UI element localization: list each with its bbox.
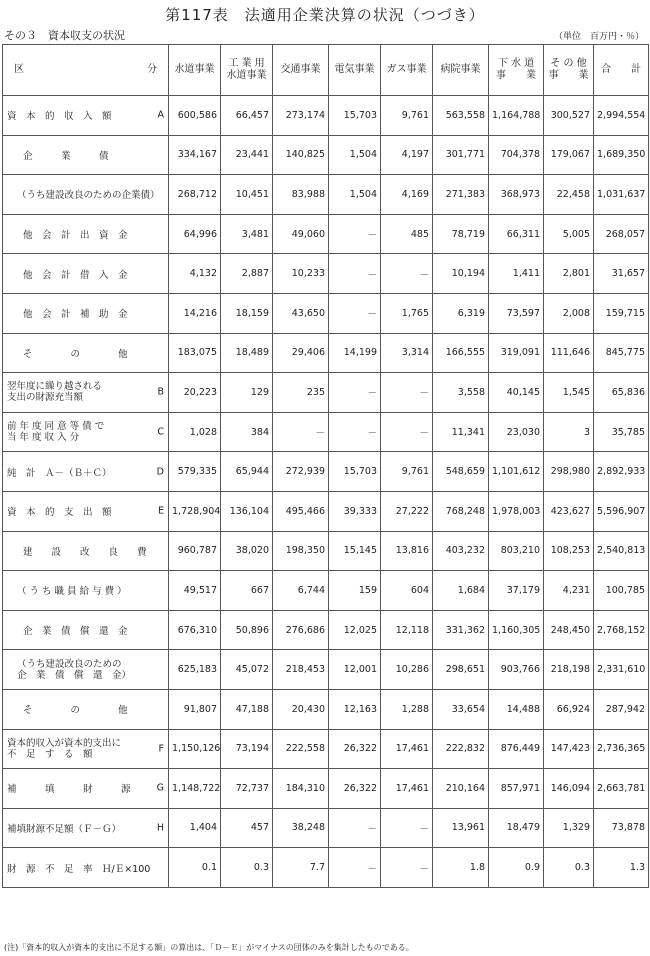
row-label: [3, 531, 169, 571]
table-row: [3, 135, 649, 175]
table-cell: 2,008: [544, 293, 594, 333]
table-cell: 235: [273, 373, 329, 413]
table-cell: 20,430: [273, 689, 329, 729]
row-label: [3, 650, 169, 690]
row-label-text: 翌年度に繰り越される 支出の財源充当額: [7, 381, 103, 404]
capital-balance-table: [2, 44, 649, 888]
table-cell: 108,253: [544, 531, 594, 571]
table-cell: 72,737: [221, 769, 273, 809]
table-cell: 26,322: [329, 769, 381, 809]
table-cell: －: [329, 848, 381, 888]
table-cell: 271,383: [433, 175, 489, 215]
header-column: そ の 他 事 業: [544, 45, 594, 96]
table-cell: 17,461: [381, 729, 433, 769]
row-code: B: [157, 386, 164, 398]
table-cell: 2,994,554: [594, 96, 649, 136]
table-cell: 457: [221, 808, 273, 848]
table-cell: 13,816: [381, 531, 433, 571]
table-cell: 903,766: [489, 650, 544, 690]
table-cell: 10,194: [433, 254, 489, 294]
row-label: [3, 769, 169, 809]
header-column: 工 業 用 水道事業: [221, 45, 273, 96]
row-label: [3, 729, 169, 769]
section-subtitle: その３ 資本収支の状況: [4, 29, 125, 42]
row-label-text: （うち建設改良のための 企 業 債 償 還 金）: [17, 658, 132, 681]
table-cell: 1,504: [329, 175, 381, 215]
table-row: [3, 491, 649, 531]
table-cell: 218,198: [544, 650, 594, 690]
table-cell: 579,335: [169, 452, 221, 492]
table-cell: 1,148,722: [169, 769, 221, 809]
table-cell: －: [329, 254, 381, 294]
row-label-text: 前 年 度 同 意 等 債 で 当 年 度 収 入 分: [7, 421, 105, 444]
table-cell: 129: [221, 373, 273, 413]
table-row: [3, 808, 649, 848]
table-cell: 40,145: [489, 373, 544, 413]
row-label: [3, 808, 169, 848]
table-cell: 0.3: [221, 848, 273, 888]
table-cell: 1,728,904: [169, 491, 221, 531]
table-cell: 26,322: [329, 729, 381, 769]
row-label-text: 他 会 計 出 資 金: [23, 230, 128, 242]
table-cell: 20,223: [169, 373, 221, 413]
table-cell: －: [273, 412, 329, 452]
table-cell: 7.7: [273, 848, 329, 888]
table-cell: 845,775: [594, 333, 649, 373]
table-cell: 45,072: [221, 650, 273, 690]
table-cell: 0.3: [544, 848, 594, 888]
table-cell: 3: [544, 412, 594, 452]
table-cell: 15,703: [329, 96, 381, 136]
row-code: E: [157, 505, 164, 517]
table-cell: 287,942: [594, 689, 649, 729]
table-cell: 22,458: [544, 175, 594, 215]
table-cell: 548,659: [433, 452, 489, 492]
header-category: [3, 45, 169, 96]
row-label-text: （うち建設改良のための企業債）: [17, 190, 160, 202]
table-cell: 35,785: [594, 412, 649, 452]
table-cell: 111,646: [544, 333, 594, 373]
table-cell: 18,159: [221, 293, 273, 333]
table-cell: 9,761: [381, 452, 433, 492]
table-cell: 14,488: [489, 689, 544, 729]
table-cell: 0.1: [169, 848, 221, 888]
table-cell: 147,423: [544, 729, 594, 769]
table-cell: 319,091: [489, 333, 544, 373]
table-cell: 159,715: [594, 293, 649, 333]
table-cell: 368,973: [489, 175, 544, 215]
row-label-text: 財 源 不 足 率 Ｈ/Ｅ×100: [7, 863, 151, 875]
table-cell: 4,197: [381, 135, 433, 175]
table-cell: 6,744: [273, 571, 329, 611]
table-cell: 248,450: [544, 610, 594, 650]
row-label: [3, 848, 169, 888]
unit-label: （単位 百万円・％）: [553, 32, 644, 42]
table-cell: 1,404: [169, 808, 221, 848]
table-cell: －: [329, 373, 381, 413]
row-code: A: [157, 109, 164, 121]
footnote: (注)「資本的収入が資本的支出に不足する額」の算出は、「Ｄ－Ｅ」がマイナスの団体のみを集計したものである。: [4, 943, 414, 952]
table-cell: 66,924: [544, 689, 594, 729]
row-label: [3, 571, 169, 611]
row-label-text: （ う ち 職 員 給 与 費 ）: [17, 586, 127, 598]
table-cell: 1.3: [594, 848, 649, 888]
row-label: [3, 373, 169, 413]
table-cell: －: [381, 373, 433, 413]
table-header-row: [3, 45, 649, 96]
table-cell: 2,801: [544, 254, 594, 294]
table-cell: 563,558: [433, 96, 489, 136]
table-cell: 13,961: [433, 808, 489, 848]
table-cell: －: [329, 293, 381, 333]
table-cell: 5,596,907: [594, 491, 649, 531]
table-cell: 1,978,003: [489, 491, 544, 531]
table-row: [3, 96, 649, 136]
table-cell: 15,703: [329, 452, 381, 492]
table-cell: 604: [381, 571, 433, 611]
table-cell: 1,101,612: [489, 452, 544, 492]
table-cell: 1,160,305: [489, 610, 544, 650]
table-cell: 12,025: [329, 610, 381, 650]
table-cell: 876,449: [489, 729, 544, 769]
row-code: C: [157, 426, 164, 438]
table-cell: 334,167: [169, 135, 221, 175]
table-cell: 298,980: [544, 452, 594, 492]
table-cell: 9,761: [381, 96, 433, 136]
table-cell: 39,333: [329, 491, 381, 531]
table-cell: 273,174: [273, 96, 329, 136]
table-cell: －: [381, 254, 433, 294]
row-label: [3, 96, 169, 136]
table-cell: 65,836: [594, 373, 649, 413]
row-label: [3, 452, 169, 492]
table-row: [3, 452, 649, 492]
table-cell: 3,481: [221, 214, 273, 254]
table-cell: 2,663,781: [594, 769, 649, 809]
table-cell: 11,341: [433, 412, 489, 452]
table-cell: 65,944: [221, 452, 273, 492]
table-cell: 100,785: [594, 571, 649, 611]
table-row: [3, 689, 649, 729]
header-column: 合 計: [594, 45, 649, 96]
table-cell: 78,719: [433, 214, 489, 254]
table-cell: 1,504: [329, 135, 381, 175]
table-cell: 298,651: [433, 650, 489, 690]
table-cell: 6,319: [433, 293, 489, 333]
table-cell: 146,094: [544, 769, 594, 809]
table-cell: 183,075: [169, 333, 221, 373]
table-cell: 15,145: [329, 531, 381, 571]
row-label: [3, 412, 169, 452]
table-cell: 4,231: [544, 571, 594, 611]
table-cell: 49,517: [169, 571, 221, 611]
table-cell: 73,194: [221, 729, 273, 769]
table-cell: 47,188: [221, 689, 273, 729]
table-cell: 10,451: [221, 175, 273, 215]
table-cell: 12,118: [381, 610, 433, 650]
table-cell: 625,183: [169, 650, 221, 690]
table-cell: 23,030: [489, 412, 544, 452]
table-cell: 485: [381, 214, 433, 254]
table-row: [3, 571, 649, 611]
table-cell: 14,199: [329, 333, 381, 373]
table-cell: 276,686: [273, 610, 329, 650]
row-label: [3, 610, 169, 650]
header-category-right: 分: [147, 64, 157, 75]
table-cell: 384: [221, 412, 273, 452]
table-cell: 73,597: [489, 293, 544, 333]
table-cell: 43,650: [273, 293, 329, 333]
table-cell: 2,887: [221, 254, 273, 294]
table-cell: 1,689,350: [594, 135, 649, 175]
table-row: [3, 214, 649, 254]
table-cell: 300,527: [544, 96, 594, 136]
table-cell: 960,787: [169, 531, 221, 571]
table-cell: 210,164: [433, 769, 489, 809]
table-cell: 12,163: [329, 689, 381, 729]
table-cell: 91,807: [169, 689, 221, 729]
table-cell: 50,896: [221, 610, 273, 650]
table-row: [3, 412, 649, 452]
table-cell: 3,314: [381, 333, 433, 373]
table-cell: 4,169: [381, 175, 433, 215]
table-cell: －: [329, 412, 381, 452]
table-cell: 1,288: [381, 689, 433, 729]
table-cell: 2,736,365: [594, 729, 649, 769]
table-cell: 1,031,637: [594, 175, 649, 215]
row-code: D: [156, 466, 164, 478]
table-cell: 198,350: [273, 531, 329, 571]
table-row: [3, 531, 649, 571]
table-row: [3, 254, 649, 294]
row-label-text: 資 本 的 支 出 額: [7, 507, 112, 519]
table-cell: 18,489: [221, 333, 273, 373]
table-cell: 331,362: [433, 610, 489, 650]
table-cell: 83,988: [273, 175, 329, 215]
header-category-left: 区: [14, 64, 24, 75]
table-cell: 222,832: [433, 729, 489, 769]
header-column: 水道事業: [169, 45, 221, 96]
table-cell: 272,939: [273, 452, 329, 492]
row-code: G: [156, 782, 164, 794]
row-label-text: 補填財源不足額（Ｆ－Ｇ）: [7, 823, 122, 835]
table-cell: 1,545: [544, 373, 594, 413]
row-label-text: 補 填 財 源: [7, 784, 131, 796]
row-label: [3, 135, 169, 175]
table-cell: 38,020: [221, 531, 273, 571]
row-label-text: 建 設 改 良 費: [23, 546, 147, 558]
table-cell: 1,028: [169, 412, 221, 452]
table-cell: 29,406: [273, 333, 329, 373]
header-column: 下 水 道 事 業: [489, 45, 544, 96]
table-cell: 803,210: [489, 531, 544, 571]
table-cell: 600,586: [169, 96, 221, 136]
table-cell: 2,331,610: [594, 650, 649, 690]
table-cell: 1,164,788: [489, 96, 544, 136]
table-cell: 1,684: [433, 571, 489, 611]
row-label-text: 他 会 計 補 助 金: [23, 309, 128, 321]
table-cell: 140,825: [273, 135, 329, 175]
row-label: [3, 689, 169, 729]
table-cell: 5,005: [544, 214, 594, 254]
table-cell: 301,771: [433, 135, 489, 175]
table-cell: 218,453: [273, 650, 329, 690]
header-column: 電気事業: [329, 45, 381, 96]
table-row: [3, 293, 649, 333]
table-cell: 2,540,813: [594, 531, 649, 571]
table-cell: 1,329: [544, 808, 594, 848]
row-label-text: 企 業 債 償 還 金: [23, 626, 128, 638]
table-cell: 49,060: [273, 214, 329, 254]
table-cell: 2,768,152: [594, 610, 649, 650]
header-column: 病院事業: [433, 45, 489, 96]
table-cell: －: [381, 808, 433, 848]
table-row: [3, 373, 649, 413]
table-cell: 31,657: [594, 254, 649, 294]
table-cell: 38,248: [273, 808, 329, 848]
table-cell: 66,457: [221, 96, 273, 136]
table-cell: 1,411: [489, 254, 544, 294]
table-cell: 676,310: [169, 610, 221, 650]
table-cell: 423,627: [544, 491, 594, 531]
table-cell: 37,179: [489, 571, 544, 611]
row-label: [3, 214, 169, 254]
table-cell: 667: [221, 571, 273, 611]
table-row: [3, 848, 649, 888]
page-title: 第117表 法適用企業決算の状況（つづき）: [165, 6, 485, 24]
table-cell: 268,057: [594, 214, 649, 254]
row-label-text: 資 本 的 収 入 額: [7, 111, 112, 123]
row-label: [3, 175, 169, 215]
row-label-text: 企 業 債: [23, 150, 109, 162]
table-cell: 23,441: [221, 135, 273, 175]
table-cell: 0.9: [489, 848, 544, 888]
table-cell: －: [329, 808, 381, 848]
table-cell: 704,378: [489, 135, 544, 175]
row-label-text: 純 計 Ａ－（Ｂ＋Ｃ）: [7, 467, 112, 479]
table-cell: 495,466: [273, 491, 329, 531]
table-cell: 18,479: [489, 808, 544, 848]
table-cell: 1,765: [381, 293, 433, 333]
table-cell: 17,461: [381, 769, 433, 809]
table-row: [3, 175, 649, 215]
table-cell: 2,892,933: [594, 452, 649, 492]
table-row: [3, 650, 649, 690]
table-cell: 159: [329, 571, 381, 611]
row-code: H: [156, 822, 164, 834]
table-cell: 73,878: [594, 808, 649, 848]
table-cell: 27,222: [381, 491, 433, 531]
table-cell: 184,310: [273, 769, 329, 809]
table-row: [3, 610, 649, 650]
table-cell: －: [329, 214, 381, 254]
row-code: F: [158, 743, 164, 755]
table-cell: 14,216: [169, 293, 221, 333]
row-label: [3, 293, 169, 333]
row-label-text: そ の 他: [23, 348, 128, 360]
table-cell: 1.8: [433, 848, 489, 888]
table-row: [3, 729, 649, 769]
table-cell: 33,654: [433, 689, 489, 729]
table-cell: 12,001: [329, 650, 381, 690]
row-label: [3, 491, 169, 531]
table-cell: 179,067: [544, 135, 594, 175]
table-cell: 222,558: [273, 729, 329, 769]
table-cell: 1,150,126: [169, 729, 221, 769]
table-cell: 166,555: [433, 333, 489, 373]
table-cell: 857,971: [489, 769, 544, 809]
table-cell: 768,248: [433, 491, 489, 531]
table-row: [3, 333, 649, 373]
header-column: 交通事業: [273, 45, 329, 96]
header-column: ガス事業: [381, 45, 433, 96]
row-label-text: 資本的収入が資本的支出に 不 足 す る 額: [7, 737, 122, 760]
table-cell: －: [381, 412, 433, 452]
table-cell: 10,286: [381, 650, 433, 690]
table-cell: 3,558: [433, 373, 489, 413]
row-label-text: そ の 他: [23, 705, 128, 717]
table-cell: 10,233: [273, 254, 329, 294]
row-label: [3, 254, 169, 294]
table-cell: 64,996: [169, 214, 221, 254]
table-row: [3, 769, 649, 809]
table-cell: 136,104: [221, 491, 273, 531]
table-cell: 268,712: [169, 175, 221, 215]
table-cell: 66,311: [489, 214, 544, 254]
table-cell: 403,232: [433, 531, 489, 571]
table-body: [3, 96, 649, 888]
row-label-text: 他 会 計 借 入 金: [23, 269, 128, 281]
table-cell: 4,132: [169, 254, 221, 294]
row-label: [3, 333, 169, 373]
table-cell: －: [381, 848, 433, 888]
